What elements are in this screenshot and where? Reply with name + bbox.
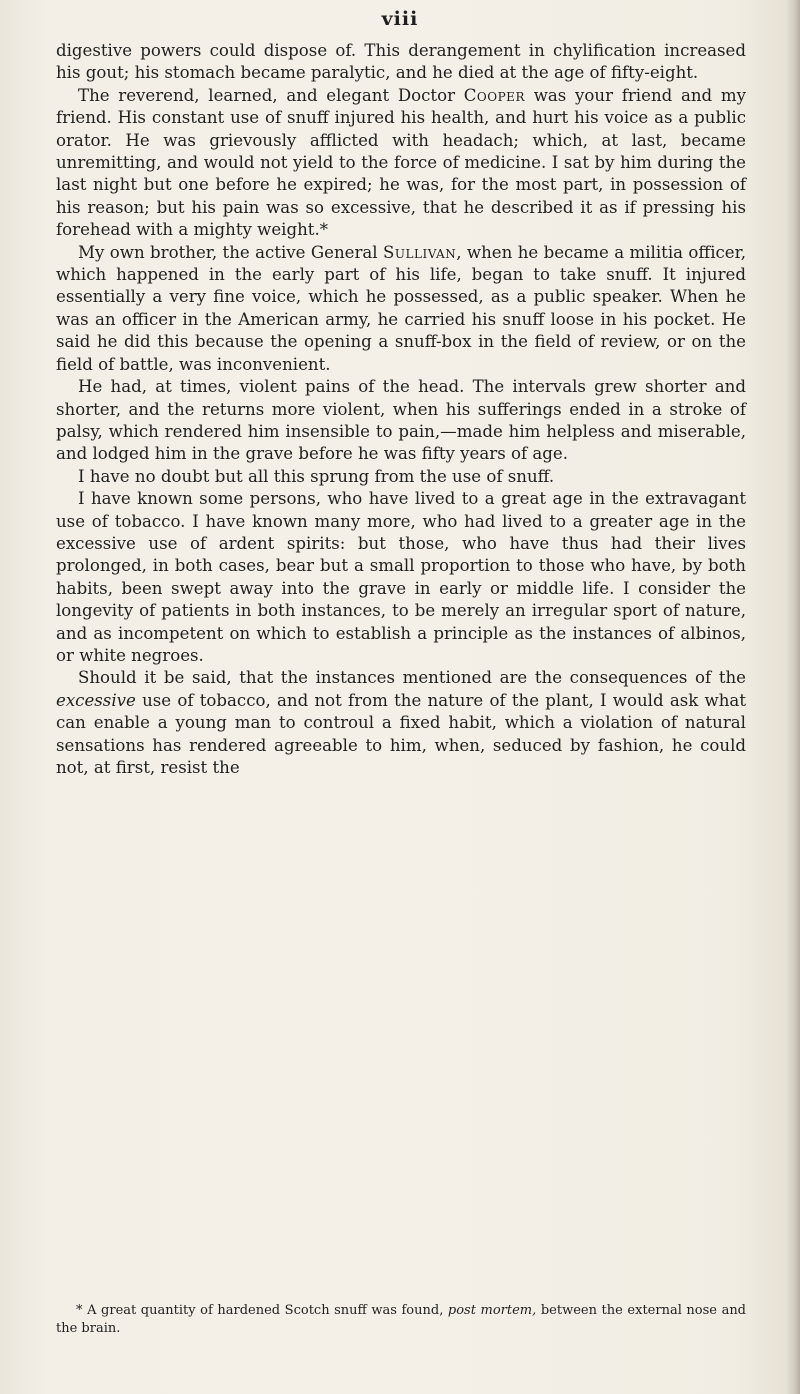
- text-segment: use of tobacco, and not from the nature of the plant, I would ask what can enable a young man to controul a fixed habit, which a violation of natural sensations has rendered agreeable to him, when, seduced by fashion, he could not, at first, resist the: [56, 690, 746, 777]
- footnote-emphasis: post mortem,: [447, 1303, 537, 1318]
- footnote-text-end: between the external nose and the brain.: [56, 1303, 747, 1336]
- paragraph-longevity: I have known some persons, who have lived to a great age in the extravagant use of tobacco. I have known many more, who had lived to a greater age in the excessive use of ardent spirits: but those, who have thus had their lives prolonged, in both cases, bear but a small proportion to those who have, by both habits, been swept away into the grave in early or middle life. I consider the longevity of patients in both instances, to be merely an irregular sport of nature, and as incompetent on which to establish a principle as the instances of albinos, or white negroes.: [56, 489, 746, 665]
- page-edge-shadow: [786, 0, 800, 1394]
- text-segment: The reverend, learned, and elegant Doctor: [78, 85, 464, 105]
- paragraph-pains: He had, at times, violent pains of the head. The intervals grew shorter and shorter, and the returns more violent, when his sufferings ended in a stroke of palsy, which rendered him insensible to pain,—made him helpless and miserable, and lodged him in the grave before he was fifty years of age.: [56, 377, 746, 464]
- footnote: [56, 1302, 746, 1337]
- footnote-text: * A great quantity of hardened Scotch snuff was found,: [76, 1303, 448, 1318]
- text-segment: Should it be said, that the instances mentioned are the consequences of the: [78, 668, 746, 688]
- paragraph-cooper: [56, 85, 746, 242]
- text-segment: , when he became a militia officer, which happened in the early part of his life, began to take snuff. It injured essentially a very fine voice, which he possessed, as a public speaker. When he was an officer in the American army, he carried his snuff loose in his pocket. He said he did this because the opening a snuff-box in the field of review, or on the field of battle, was inconvenient.: [56, 242, 747, 374]
- paragraph-sullivan: [56, 242, 746, 376]
- paragraph-excessive-use: [56, 667, 746, 779]
- page-number: viii: [381, 8, 419, 30]
- paragraph-continuation: digestive powers could dispose of. This derangement in chylification increased his gout; his stomach became paralytic, and he died at the age of fifty-eight.: [56, 41, 746, 83]
- paragraph-conclusion: I have no doubt but all this sprung from the use of snuff.: [78, 466, 555, 486]
- person-name-cooper: Cooper: [463, 85, 525, 105]
- person-name-sullivan: Sullivan: [383, 242, 457, 262]
- text-segment: was your friend and my friend. His constant use of snuff injured his health, and hurt his voice as a public orator. He was grievously afflicted with headach; which, at last, became unremitting, and would not yield to the force of medicine. I sat by him during the last night but one before he expired; he was, for the most part, in possession of his reason; but his pain was so excessive, that he described it as if pressing his forehead with a mighty weight.*: [56, 85, 746, 240]
- main-text: [56, 40, 746, 779]
- emphasis-excessive: excessive: [56, 690, 136, 710]
- text-segment: My own brother, the active General: [78, 242, 384, 262]
